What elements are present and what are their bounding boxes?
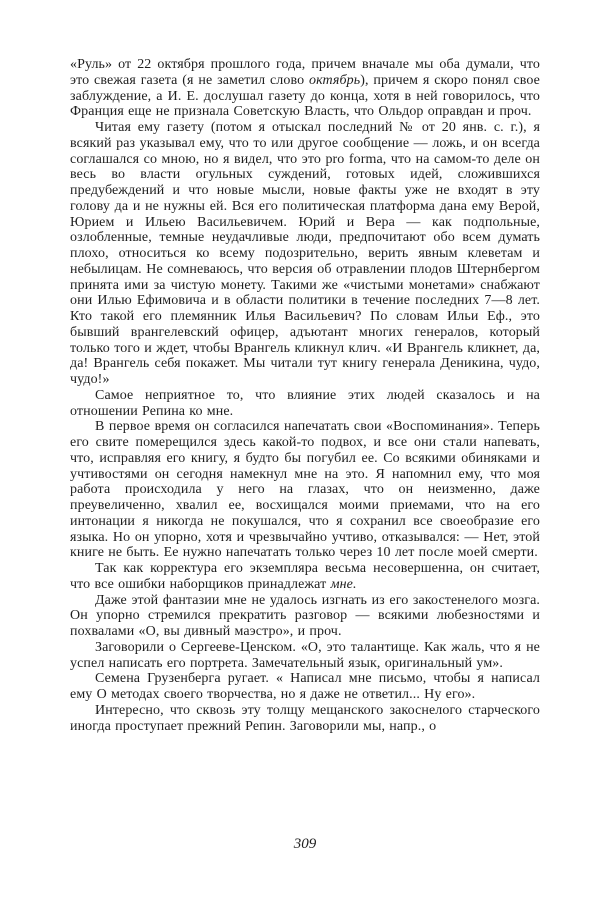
paragraph xyxy=(70,57,540,120)
paragraph xyxy=(70,388,540,420)
text-run: Даже этой фантазии мне не удалось изгнать из его закостенелого мозга. Он упорно стремился прекратить разговор — всякими любезностями и похвалами «О, вы дивный маэстро», и проч. xyxy=(70,592,540,639)
text-run: мне. xyxy=(330,576,357,592)
paragraph xyxy=(70,593,540,640)
text-run: В первое время он согласился напечатать свои «Воспоминания». Теперь его свите померещился здесь какой-то подвох, и все они стали напевать, что, исправляя его книгу, я будто бы погубил ее. Со всякими обиняками и учтивостями он сегодня намекнул мне на это. Я напомнил ему, что моя работа происходила у него на глазах, что он неизменно, даже преувеличенно, хвалил ее, восхищался моими приемами, что на его интонации я никогда не покушался, что я сохранил все своеобразие его языка. Но он упорно, хотя и чрезвычайно учтиво, отказывался: — Нет, этой книге не быть. Ее нужно напечатать только через 10 лет после моей смерти. xyxy=(70,419,540,561)
paragraph xyxy=(70,120,540,388)
paragraph xyxy=(70,419,540,561)
text-run: ), причем я скоро понял свое заблуждение, а И. Е. дослушал газету до конца, хотя в ней говорилось, что Франция еще не признала Советскую Власть, что Ольдор оправдан и проч. xyxy=(70,72,540,120)
page-text xyxy=(70,57,540,734)
text-run: Самое неприятное то, что влияние этих людей сказалось и на отношении Репина ко мне. xyxy=(70,387,540,419)
text-run: октябрь xyxy=(308,72,361,88)
paragraph xyxy=(70,703,540,735)
paragraph xyxy=(70,640,540,672)
text-run: Читая ему газету (потом я отыскал последний № от 20 янв. с. г.), я всякий раз указывал ему, что то или другое сообщение — ложь, и он всегда соглашался со мною, но я видел, что это pro forma, что на самом-то деле он весь во власти огульных суждений, готовых идей, сложившихся предубеждений и что новые мысли, новые факты уже не входят в эту голову да и не нужны ей. Вся его политическая платформа дана ему Верой, Юрием и Ильею Васильевичем. Юрий и Вера — как подпольные, озлобленные, темные неудачливые люди, предпочитают обо всем думать плохо, относиться ко всему подозрительно, верить явным клеветам и небылицам. Не сомневаюсь, что версия об отравлении плодов Штернбергом принята ими за чистую монету. Такими же «чистыми монетами» снабжают они Илью Ефимовича и в области политики в течение последних 7—8 лет. Кто такой его племянник Илья Васильевич? По словам Ильи Еф., это бывший врангелевский офицер, адъютант многих генералов, который только того и ждет, чтобы Врангель кликнул клич. «И Врангель кликнет, да, да! Врангель себя покажет. Мы читали тут книгу генерала Деникина, чудо, чудо!» xyxy=(70,120,540,387)
text-run: «Руль» от 22 октября прошлого года, причем вначале мы оба думали, что это свежая газета (я не заметил слово xyxy=(70,57,540,88)
text-run: Семена Грузенберга ругает. « Написал мне письмо, чтобы я написал ему О методах своего творчества, но я даже не ответил... Ну его». xyxy=(70,671,540,702)
paragraph xyxy=(70,561,540,593)
text-run: Интересно, что сквозь эту толщу мещанского закоснелого старческого иногда проступает прежний Репин. Заговорили мы, напр., о xyxy=(70,702,540,734)
page-number: 309 xyxy=(293,836,317,852)
text-run: Заговорили о Сергееве-Ценском. «О, это талантище. Как жаль, что я не успел написать его портрета. Замечательный язык, оригинальный ум». xyxy=(70,639,540,671)
paragraph xyxy=(70,671,540,703)
text-run: Так как корректура его экземпляра весьма несовершенна, он считает, что все ошибки наборщиков принадлежат xyxy=(70,561,540,592)
